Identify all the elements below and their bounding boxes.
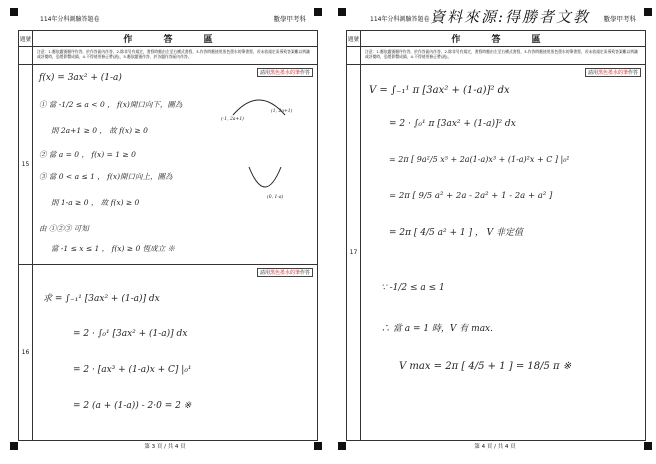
registration-mark <box>10 8 18 16</box>
answer-line: ③ 當 0 < a ≤ 1 ， f(x)開口向上，圖為 <box>39 172 173 181</box>
answer-line: 求 = ∫₋₁¹ [3ax² + (1-a)] dx <box>43 294 160 304</box>
pen-note: 請用黑色墨水的筆作答 <box>585 68 641 77</box>
question-16-row <box>19 265 317 440</box>
left-page <box>4 0 326 464</box>
answer-line: 由 ①②③ 可知 <box>39 224 89 233</box>
answer-area[interactable] <box>33 265 317 440</box>
subject-label: 數學甲考科 <box>273 15 306 23</box>
answer-line: = 2π [ 4/5 a² + 1 ] ， V 非定值 <box>389 228 524 238</box>
handwritten-source-note: 資料來源:得勝者文教 <box>430 8 591 26</box>
answer-line: = 2 · ∫₀¹ [3ax² + (1-a)] dx <box>73 329 188 339</box>
answer-line: 則 2a+1 ≥ 0 ， 故 f(x) ≥ 0 <box>51 126 148 135</box>
answer-line: ∴ 當 a = 1 時，V 有 max. <box>381 324 493 334</box>
answer-line: V = ∫₋₁¹ π [3ax² + (1-a)]² dx <box>369 85 510 96</box>
pen-note: 請用黑色墨水的筆作答 <box>257 68 313 77</box>
answer-sheet <box>346 30 646 441</box>
answer-line: ① 當 -1/2 ≤ a < 0 ， f(x)開口向下，圖為 <box>39 100 183 109</box>
subject-label: 數學甲考科 <box>603 15 636 23</box>
answer-area[interactable] <box>33 65 317 264</box>
answer-area[interactable] <box>361 65 645 440</box>
registration-mark <box>338 8 346 16</box>
right-page <box>334 0 656 464</box>
page-header: 114年分科測驗答題卷 <box>40 16 100 23</box>
answer-line: = 2 · [ax³ + (1-a)x + C] |₀¹ <box>73 365 192 375</box>
answer-area-title: 作 答 區 <box>451 35 555 45</box>
instructions: 注意：1.應依題號順序作答，於作答區內作答，2.除非另有規定，書寫時應由左至右橫式書寫，3.作答時應使用黑色墨水的筆書寫，若未依規定而導致答案難以辨識或評閱時，恐將影響成績，4.不得使用修正帶(液)。 <box>365 49 638 59</box>
answer-line: = 2 · ∫₀¹ π [3ax² + (1-a)]² dx <box>389 119 516 129</box>
question-column-header: 題號 <box>19 31 33 46</box>
page-footer: 第 3 頁 / 共 4 頁 <box>144 444 186 450</box>
question-number: 15 <box>19 65 33 264</box>
answer-line: V max = 2π [ 4/5 + 1 ] = 18/5 π ※ <box>399 361 572 372</box>
answer-line: = 2π [ 9a²/5 x⁵ + 2a(1-a)x³ + (1-a)²x + C ] |₀¹ <box>389 155 570 164</box>
answer-line: ∵ -1/2 ≤ a ≤ 1 <box>381 283 445 293</box>
page-footer: 第 4 頁 / 共 4 頁 <box>474 444 516 450</box>
answer-line: = 2π [ 9/5 a² + 2a - 2a² + 1 - 2a + a² ] <box>389 191 553 201</box>
answer-sheet <box>18 30 318 441</box>
pen-note: 請用黑色墨水的筆作答 <box>257 268 313 277</box>
question-15-row <box>19 65 317 265</box>
answer-line: = 2 (a + (1-a)) - 2·0 = 2 ※ <box>73 401 192 411</box>
question-number: 17 <box>347 65 361 440</box>
instructions: 注意：1.應依題號順序作答，於作答區內作答，2.除非另有規定，書寫時應由左至右橫式書寫，3.作答時應使用黑色墨水的筆書寫，若未依規定而導致答案難以辨識或評閱時，恐將影響成績，4.不得使用修正帶(液)，5.應依題號作答，於各題作答區內作答。 <box>37 49 310 59</box>
point-label: (1, 2a+1) <box>271 109 293 114</box>
question-17-row <box>347 65 645 440</box>
parabola-up-sketch <box>245 163 285 195</box>
answer-line: ② 當 a = 0 ， f(x) = 1 ≥ 0 <box>39 150 136 159</box>
point-label: (0, 1-a) <box>267 195 284 200</box>
registration-mark <box>314 8 322 16</box>
answer-line: 當 -1 ≤ x ≤ 1 ， f(x) ≥ 0 恆成立 ※ <box>51 244 176 253</box>
registration-mark <box>644 8 652 16</box>
page-header: 114年分科測驗答題卷 <box>370 16 430 23</box>
answer-area-title: 作 答 區 <box>123 35 227 45</box>
point-label: (-1, 2a+1) <box>221 117 244 122</box>
question-column-header: 題號 <box>347 31 361 46</box>
answer-line: f(x) = 3ax² + (1-a) <box>39 73 122 83</box>
answer-line: 則 1-a ≥ 0 ， 故 f(x) ≥ 0 <box>51 198 140 207</box>
question-number: 16 <box>19 265 33 440</box>
